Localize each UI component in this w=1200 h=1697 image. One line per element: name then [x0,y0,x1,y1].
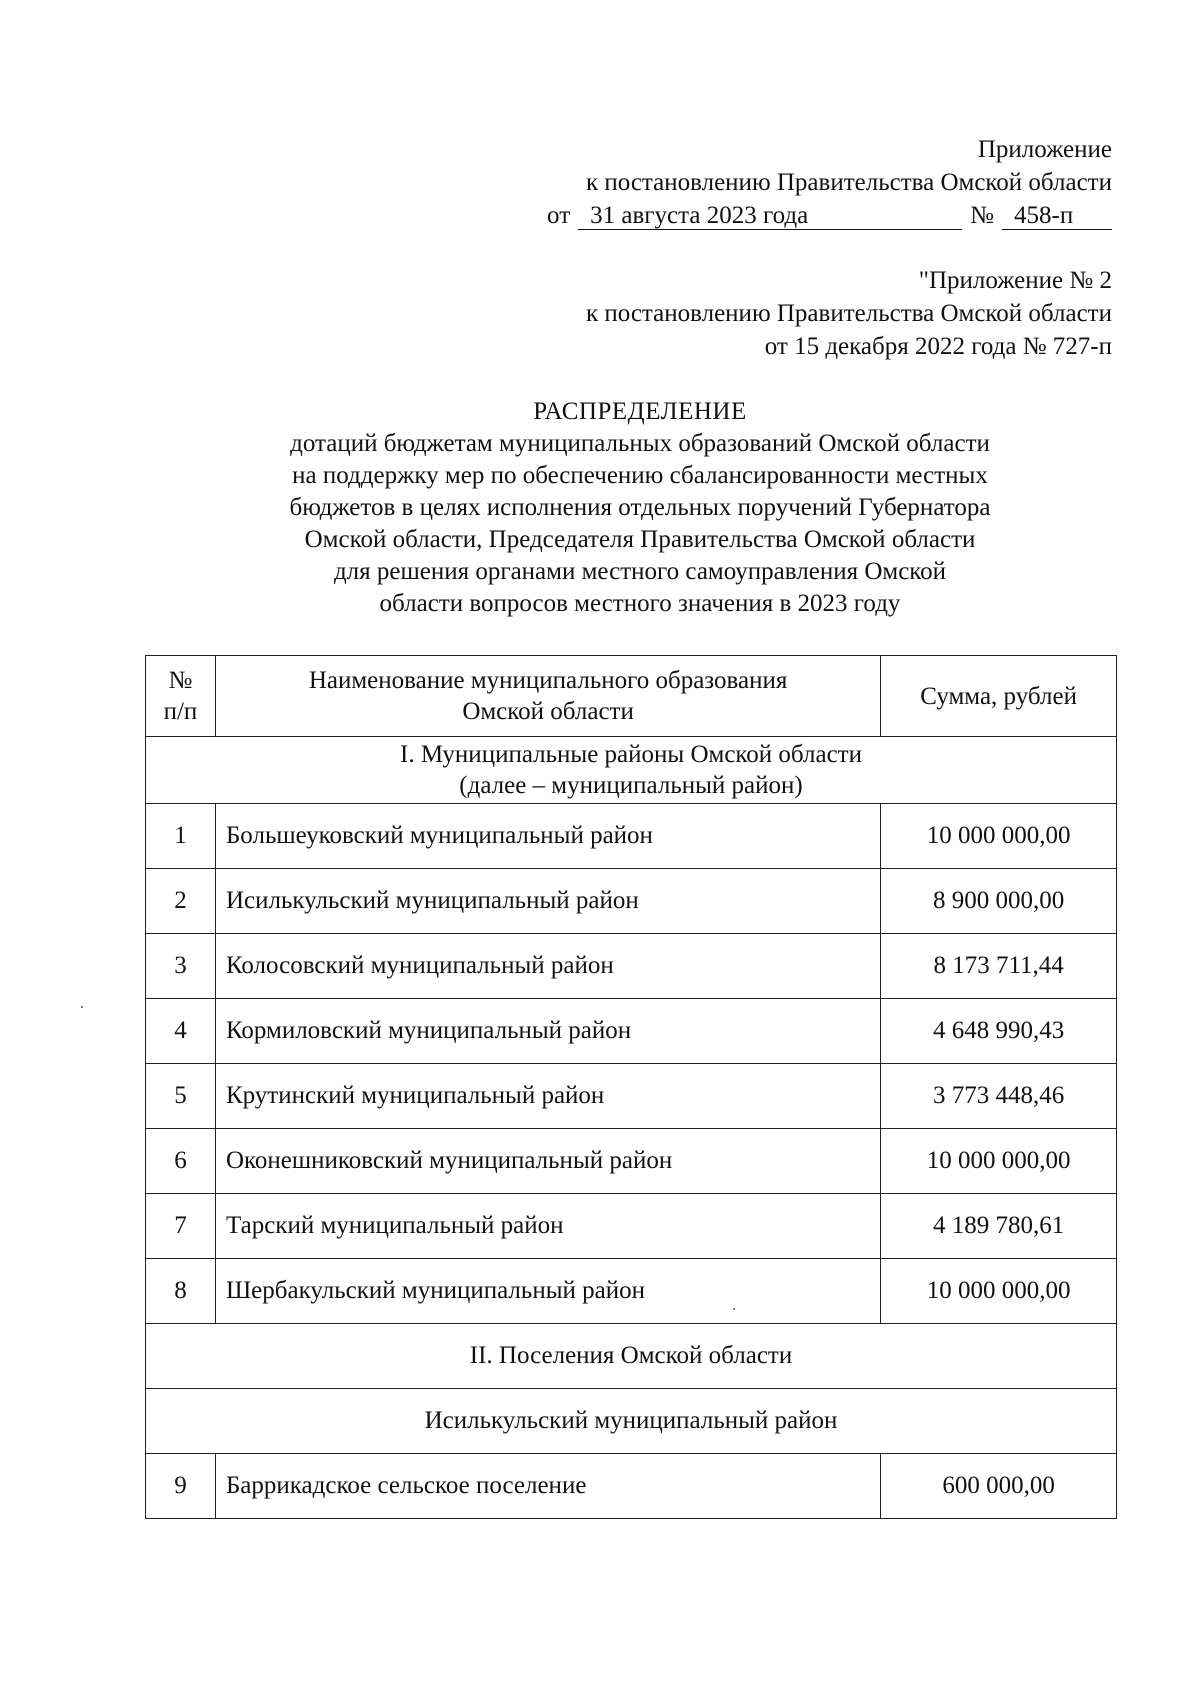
table-row [146,934,1117,999]
appendix-decree-ref: к постановлению Правительства Омской области [585,169,1112,196]
original-decree-date: от 15 декабря 2022 года № 727-п [764,333,1112,360]
document-title [200,396,1080,620]
subsection-row [146,1389,1117,1454]
table-row [146,804,1117,869]
row-num: 2 [146,869,216,934]
row-amount: 3 773 448,46 [881,1064,1117,1129]
row-name: Исилькульский муниципальный район [215,869,880,934]
original-appendix-label: "Приложение № 2 [918,267,1112,294]
table-row [146,1129,1117,1194]
table-header-row [146,656,1117,737]
header-num-line2: п/п [163,698,198,725]
row-amount: 600 000,00 [881,1454,1117,1519]
section-municipal-districts [146,737,1117,804]
table-row [146,1454,1117,1519]
title-line: области вопросов местного значения в 2023 году [379,590,901,617]
original-appendix-header [586,264,1112,363]
row-num: 9 [146,1454,216,1519]
number-prefix: № [970,202,994,229]
header-num-line1: № [168,667,193,694]
table-row [146,999,1117,1064]
row-name: Крутинский муниципальный район [215,1064,880,1129]
scan-speck [733,1308,735,1310]
table-row [146,869,1117,934]
row-num: 6 [146,1129,216,1194]
table-row [146,1064,1117,1129]
row-amount: 8 173 711,44 [881,934,1117,999]
header-name [215,656,880,737]
row-num: 1 [146,804,216,869]
header-amount: Сумма, рублей [881,656,1117,737]
row-num: 8 [146,1259,216,1324]
title-line: бюджетов в целях исполнения отдельных поручений Губернатора [289,494,991,521]
title-line: Омской области, Председателя Правительства Омской области [304,526,976,553]
row-amount: 10 000 000,00 [881,804,1117,869]
table-row [146,1194,1117,1259]
row-amount: 4 648 990,43 [881,999,1117,1064]
date-prefix: от [547,202,571,229]
header-num [146,656,216,737]
section-settlements: II. Поселения Омской области [146,1324,1117,1389]
row-name: Большеуковский муниципальный район [215,804,880,869]
section-note: (далее – муниципальный район) [459,772,803,799]
section-title: I. Муниципальные районы Омской области [400,741,862,768]
subsection-district: Исилькульский муниципальный район [146,1389,1117,1454]
row-num: 3 [146,934,216,999]
row-num: 4 [146,999,216,1064]
row-name: Тарский муниципальный район [215,1194,880,1259]
appendix-label: Приложение [977,136,1112,163]
row-name: Оконешниковский муниципальный район [215,1129,880,1194]
row-num: 5 [146,1064,216,1129]
title-main: РАСПРЕДЕЛЕНИЕ [533,398,747,425]
header-name-line1: Наименование муниципального образования [308,667,788,694]
appendix-header [547,133,1112,232]
decree-date: 31 августа 2023 года [578,203,962,230]
appendix-date-line [547,199,1112,232]
row-name: Шербакульский муниципальный район [215,1259,880,1324]
distribution-table [145,655,1117,1519]
original-decree-ref: к постановлению Правительства Омской области [585,300,1112,327]
header-name-line2: Омской области [462,698,634,725]
title-line: дотаций бюджетам муниципальных образований Омской области [290,430,990,457]
decree-number: 458-п [1002,203,1112,230]
section-row [146,737,1117,804]
row-name: Баррикадское сельское поселение [215,1454,880,1519]
title-line: на поддержку мер по обеспечению сбалансированности местных [292,462,988,489]
section-row [146,1324,1117,1389]
row-amount: 8 900 000,00 [881,869,1117,934]
row-amount: 10 000 000,00 [881,1129,1117,1194]
row-name: Колосовский муниципальный район [215,934,880,999]
row-amount: 10 000 000,00 [881,1259,1117,1324]
row-amount: 4 189 780,61 [881,1194,1117,1259]
title-line: для решения органами местного самоуправления Омской [333,558,947,585]
row-num: 7 [146,1194,216,1259]
scan-speck [81,1006,83,1008]
table-row [146,1259,1117,1324]
row-name: Кормиловский муниципальный район [215,999,880,1064]
